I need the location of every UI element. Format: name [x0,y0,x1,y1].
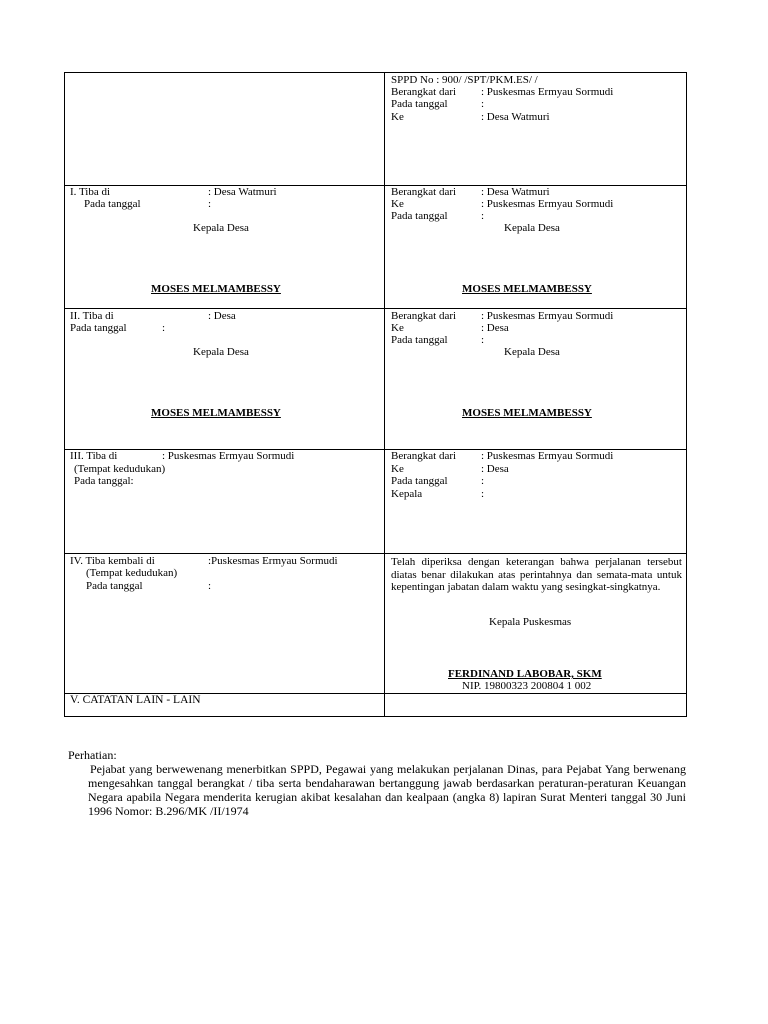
date-label: Pada tanggal: [74,475,134,487]
arrival-cell-2 [65,309,385,450]
signer-title: Kepala Puskesmas [489,616,572,628]
head-value: : [481,488,485,500]
return-label: IV. Tiba kembali di [70,555,155,567]
date-label: Pada tanggal [391,475,448,487]
date-value: : [481,475,485,487]
signer-name: FERDINAND LABOBAR, SKM [448,668,602,680]
destination-value: : Puskesmas Ermyau Sormudi [481,198,614,210]
arrival-label: I. Tiba di [70,186,111,198]
departure-value: : Puskesmas Ermyau Sormudi [481,86,614,98]
departure-cell-3 [385,450,687,554]
date-label: Pada tanggal [86,580,143,592]
date-value: : [481,98,485,110]
arrival-value: : Desa [208,310,236,322]
attention-heading: Perhatian: [68,748,117,762]
form-row-1 [65,186,687,309]
date-label: Pada tanggal [70,322,127,334]
return-cell [65,554,385,694]
destination-value: : Desa [481,322,509,334]
date-label: Pada tanggal [391,98,448,110]
date-value: : [481,210,485,222]
notes-cell [65,694,385,717]
departure-value: : Puskesmas Ermyau Sormudi [481,450,614,462]
attention-note [68,748,686,818]
destination-label: Ke [391,198,404,210]
date-value: : [208,198,212,210]
home-base-label: (Tempat kedudukan) [86,567,178,579]
form-row-3 [65,450,687,554]
return-value: :Puskesmas Ermyau Sormudi [208,555,338,567]
attention-body: Pejabat yang berwewenang menerbitkan SPPD, Pegawai yang melakukan perjalanan Dinas, para Pejabat Yang berwenang mengesahkan tanggal berangkat / tiba serta bendaharawan bertanggung jawab berdasarkan peraturan-peraturan Keuangan Negara apabila Negara menderita kerugian akibat kesalahan dan kealpaan (angka 8) lapiran Surat Menteri tanggal 30 Juni 1996 Nomor: B.296/MK /II/1974 [88,762,686,818]
form-row-header [65,73,687,186]
form-row-5 [65,694,687,717]
verification-cell [385,554,687,694]
sppd-number: SPPD No : 900/ /SPT/PKM.ES/ / [391,74,538,86]
other-notes-label: V. CATATAN LAIN - LAIN [70,694,201,706]
signer-name: MOSES MELMAMBESSY [462,407,592,419]
departure-cell-1 [385,186,687,309]
signer-title: Kepala Desa [504,346,560,358]
signer-title: Kepala Desa [193,222,249,234]
date-value: : [162,322,166,334]
destination-value: : Desa Watmuri [481,111,550,123]
signer-title: Kepala Desa [504,222,560,234]
arrival-cell-3 [65,450,385,554]
arrival-value: : Puskesmas Ermyau Sormudi [162,450,295,462]
destination-label: Ke [391,322,404,334]
signer-name: MOSES MELMAMBESSY [151,283,281,295]
arrival-label: III. Tiba di [70,450,118,462]
signer-name: MOSES MELMAMBESSY [151,407,281,419]
departure-label: Berangkat dari [391,86,457,98]
signer-name: MOSES MELMAMBESSY [462,283,592,295]
home-base-label: (Tempat kedudukan) [74,463,166,475]
arrival-value: : Desa Watmuri [208,186,277,198]
verification-text: Telah diperiksa dengan keterangan bahwa perjalanan tersebut diatas benar dilakukan atas perintahnya dan semata-mata untuk kepentingan jabatan dalam waktu yang sesingkat-singkatnya. [391,556,682,593]
destination-label: Ke [391,463,404,475]
departure-cell-2 [385,309,687,450]
empty-cell [385,694,687,717]
departure-value: : Puskesmas Ermyau Sormudi [481,310,614,322]
date-value: : [208,580,212,592]
date-label: Pada tanggal [391,334,448,346]
signer-title: Kepala Desa [193,346,249,358]
form-row-2 [65,309,687,450]
departure-value: : Desa Watmuri [481,186,550,198]
date-value: : [481,334,485,346]
arrival-label: II. Tiba di [70,310,114,322]
signer-nip: NIP. 19800323 200804 1 002 [462,680,592,692]
destination-value: : Desa [481,463,509,475]
head-label: Kepala [391,488,423,500]
destination-label: Ke [391,111,404,123]
departure-label: Berangkat dari [391,450,457,462]
form-row-4 [65,554,687,694]
date-label: Pada tanggal [84,198,141,210]
arrival-cell-1 [65,186,385,309]
departure-label: Berangkat dari [391,310,457,322]
sppd-form-table [64,72,687,717]
departure-label: Berangkat dari [391,186,457,198]
sppd-header-cell [385,73,687,186]
date-label: Pada tanggal [391,210,448,222]
empty-cell [65,73,385,186]
